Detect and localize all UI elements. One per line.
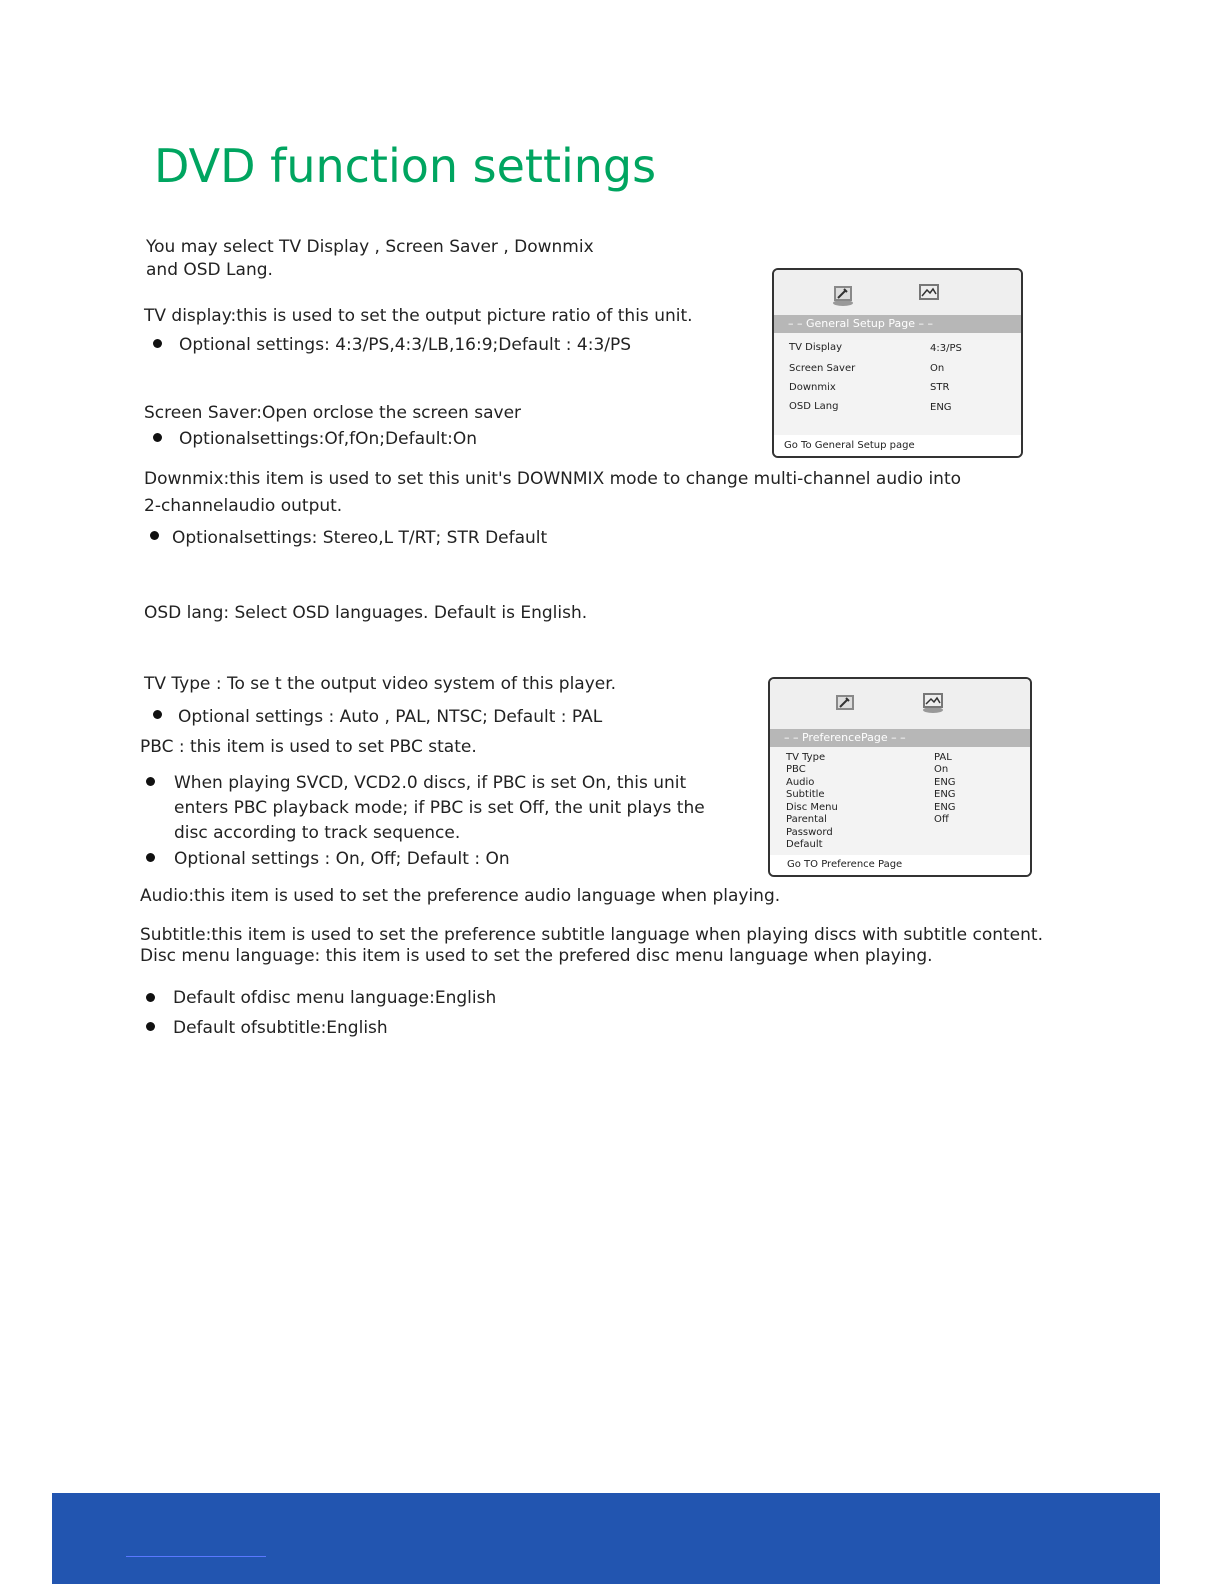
wrench-icon[interactable] <box>832 284 854 306</box>
picture-icon[interactable] <box>918 282 940 304</box>
menu-item-label[interactable]: Audio <box>786 777 815 788</box>
panel-header: – – General Setup Page – – <box>774 315 1021 333</box>
menu-item-label[interactable]: Screen Saver <box>789 363 856 374</box>
footer-link[interactable] <box>126 1556 266 1557</box>
bullet-icon <box>146 777 155 786</box>
menu-item-value: STR <box>930 382 950 393</box>
footer-bar <box>52 1493 1160 1584</box>
pbc-bullet-line-1: When playing SVCD, VCD2.0 discs, if PBC is set On, this unit <box>174 773 687 793</box>
panel-footer[interactable]: Go TO Preference Page <box>770 855 1030 875</box>
picture-icon[interactable] <box>922 691 944 713</box>
panel-header: – – PreferencePage – – <box>770 729 1030 747</box>
menu-item-label[interactable]: Disc Menu <box>786 802 838 813</box>
page-title: DVD function settings <box>154 139 657 193</box>
default-subtitle: Default ofsubtitle:English <box>173 1018 388 1038</box>
downmix-desc-1: Downmix:this item is used to set this unit's DOWNMIX mode to change multi-channel audio into <box>144 469 962 489</box>
menu-item-value: PAL <box>934 752 952 763</box>
pbc-options: Optional settings : On, Off; Default : On <box>174 849 510 869</box>
menu-item-label[interactable]: TV Type <box>786 752 826 763</box>
menu-item-label[interactable]: Downmix <box>789 382 836 393</box>
bullet-icon <box>153 710 162 719</box>
menu-item-value: ENG <box>934 777 956 788</box>
osd-lang-desc: OSD lang: Select OSD languages. Default is English. <box>144 603 588 623</box>
menu-item-value: 4:3/PS <box>930 343 962 354</box>
menu-item-value: On <box>930 363 945 374</box>
intro-line-2: and OSD Lang. <box>146 260 273 280</box>
subtitle-desc: Subtitle:this item is used to set the preference subtitle language when playing discs with subtitle content. <box>140 925 1043 945</box>
bullet-icon <box>150 531 159 540</box>
audio-desc: Audio:this item is used to set the preference audio language when playing. <box>140 886 781 906</box>
general-setup-panel <box>772 268 1023 458</box>
downmix-options: Optionalsettings: Stereo,L T/RT; STR Default <box>172 528 548 548</box>
wrench-icon[interactable] <box>834 693 856 715</box>
downmix-desc-2: 2-channelaudio output. <box>144 496 343 516</box>
menu-item-label[interactable]: PBC <box>786 764 806 775</box>
panel-footer[interactable]: Go To General Setup page <box>774 436 1021 456</box>
menu-item-value: Off <box>934 814 949 825</box>
tv-display-desc: TV display:this is used to set the output picture ratio of this unit. <box>144 306 693 326</box>
disc-menu-desc: Disc menu language: this item is used to set the prefered disc menu language when playing. <box>140 946 933 966</box>
intro-line-1: You may select TV Display , Screen Saver , Downmix <box>146 237 594 257</box>
bullet-icon <box>146 993 155 1002</box>
bullet-icon <box>146 853 155 862</box>
menu-item-label[interactable]: Password <box>786 827 833 838</box>
panel-icon-row <box>770 679 1030 729</box>
menu-item-label[interactable]: Parental <box>786 814 827 825</box>
pbc-bullet-line-2: enters PBC playback mode; if PBC is set Off, the unit plays the <box>174 798 705 818</box>
screen-saver-desc: Screen Saver:Open orclose the screen saver <box>144 403 522 423</box>
preference-panel <box>768 677 1032 877</box>
bullet-icon <box>153 339 162 348</box>
menu-item-label[interactable]: Default <box>786 839 823 850</box>
bullet-icon <box>146 1022 155 1031</box>
tv-type-desc: TV Type : To se t the output video system of this player. <box>144 674 617 694</box>
menu-item-value: On <box>934 764 949 775</box>
pbc-bullet-line-3: disc according to track sequence. <box>174 823 461 843</box>
default-disc-menu: Default ofdisc menu language:English <box>173 988 497 1008</box>
menu-item-label[interactable]: Subtitle <box>786 789 825 800</box>
menu-item-value: ENG <box>934 802 956 813</box>
menu-item-value: ENG <box>930 402 952 413</box>
bullet-icon <box>153 433 162 442</box>
menu-item-value: ENG <box>934 789 956 800</box>
panel-icon-row <box>774 270 1021 315</box>
menu-item-label[interactable]: OSD Lang <box>789 401 839 412</box>
tv-display-options: Optional settings: 4:3/PS,4:3/LB,16:9;Default : 4:3/PS <box>179 335 632 355</box>
tv-type-options: Optional settings : Auto , PAL, NTSC; Default : PAL <box>178 707 603 727</box>
pbc-desc: PBC : this item is used to set PBC state. <box>140 737 477 757</box>
menu-item-label[interactable]: TV Display <box>789 342 842 353</box>
screen-saver-options: Optionalsettings:Of,fOn;Default:On <box>179 429 478 449</box>
